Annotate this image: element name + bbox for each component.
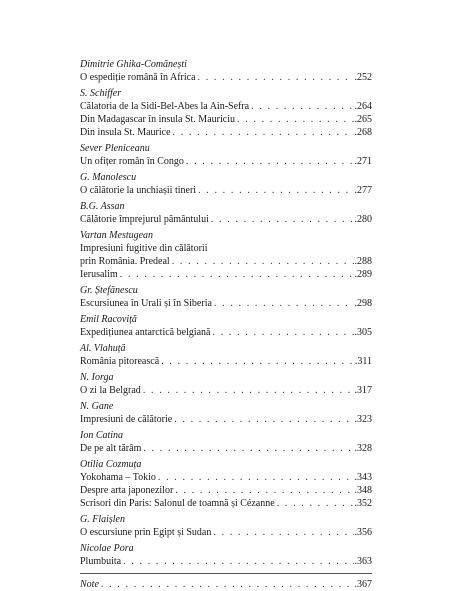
toc-entry-page: .288 xyxy=(354,256,372,267)
toc-entry-page: .271 xyxy=(354,156,372,167)
dot-leader xyxy=(213,326,354,339)
toc-entry xyxy=(80,242,372,255)
toc-entry xyxy=(80,213,372,226)
toc-entry-title: Plumbuita xyxy=(80,556,122,567)
toc-section xyxy=(80,458,372,510)
toc-author: Ion Catina xyxy=(80,430,124,441)
dot-leader xyxy=(277,497,354,510)
toc-entry-title: prin România. Predeal xyxy=(80,256,170,267)
toc-entry-page: .311 xyxy=(354,356,372,367)
dot-leader xyxy=(186,155,354,168)
toc-entry xyxy=(80,484,372,497)
dot-leader xyxy=(143,384,354,397)
toc-section xyxy=(80,342,372,368)
toc-author: B.G. Assan xyxy=(80,201,125,212)
toc-entry-page: .323 xyxy=(354,414,372,425)
toc-author: S. Schiffer xyxy=(80,88,122,99)
dot-leader xyxy=(198,184,353,197)
toc-author: Al. Vlahuță xyxy=(80,343,126,354)
toc-entry xyxy=(80,113,372,126)
toc-entry-page: .252 xyxy=(354,72,372,83)
toc-author: Sever Pleniceanu xyxy=(80,143,150,154)
dot-leader xyxy=(173,126,354,139)
toc-entry-page: .264 xyxy=(354,101,372,112)
toc-entry-page: .328 xyxy=(354,443,372,454)
toc-entry-title: Note xyxy=(80,579,99,590)
toc-entry xyxy=(80,184,372,197)
toc-entry xyxy=(80,126,372,139)
toc-entry-title: O zi la Belgrad xyxy=(80,385,141,396)
toc-entry-page: .352 xyxy=(354,498,372,509)
toc-section xyxy=(80,200,372,226)
dot-leader xyxy=(198,71,354,84)
dot-leader xyxy=(213,526,353,539)
toc-entry-page: .348 xyxy=(354,485,372,496)
toc-entry-title: Despre arta japonezilor xyxy=(80,485,174,496)
toc-section xyxy=(80,429,372,455)
toc-entry xyxy=(80,384,372,397)
toc-section xyxy=(80,229,372,281)
toc-entry-title: O espediție română în Africa xyxy=(80,72,196,83)
dot-leader xyxy=(123,555,353,568)
toc-entry xyxy=(80,71,372,84)
toc-author: Nicolae Pora xyxy=(80,543,134,554)
toc-author: Dimitrie Ghika-Comănești xyxy=(80,59,187,70)
toc-section xyxy=(80,400,372,426)
toc-entry-title: O escursiune prin Egipt și Sudan xyxy=(80,527,212,538)
dot-leader xyxy=(120,268,354,281)
dot-leader xyxy=(251,100,353,113)
toc-section xyxy=(80,171,372,197)
toc-entry xyxy=(80,526,372,539)
toc-entry-title: Ierusalim xyxy=(80,269,118,280)
toc-entry-title: Scrisori din Paris: Salonul de toamnă și Cézanne xyxy=(80,498,275,509)
toc-entry-note xyxy=(80,578,372,591)
toc-author: Emil Racoviță xyxy=(80,314,137,325)
toc-entry-title: Impresiuni fugitive din călătorii xyxy=(80,243,208,254)
toc-entry xyxy=(80,268,372,281)
toc-entry-title: De pe alt tărâm xyxy=(80,443,142,454)
toc-section xyxy=(80,313,372,339)
toc-entry-title: Un ofițer român în Congo xyxy=(80,156,184,167)
toc-entry-page: .343 xyxy=(354,472,372,483)
divider xyxy=(80,573,372,574)
toc-entry-page: .268 xyxy=(354,127,372,138)
toc-entry xyxy=(80,471,372,484)
toc-author: N. Gane xyxy=(80,401,114,412)
toc-entry-page: .265 xyxy=(354,114,372,125)
toc-entry xyxy=(80,100,372,113)
toc-entry-page: .280 xyxy=(354,214,372,225)
toc-section xyxy=(80,284,372,310)
toc-author: Vartan Mestugean xyxy=(80,230,154,241)
toc-section xyxy=(80,542,372,568)
toc-entry xyxy=(80,255,372,268)
toc-entry-page: .356 xyxy=(354,527,372,538)
toc-entry xyxy=(80,355,372,368)
toc-entry-title: Din insula St. Maurice xyxy=(80,127,171,138)
toc-entry xyxy=(80,297,372,310)
toc-entry-page: .367 xyxy=(354,579,372,590)
toc-entry-title: Yokohama – Tokio xyxy=(80,472,156,483)
toc-entry-title: O călătorie la unchiașii tineri xyxy=(80,185,197,196)
toc-entry xyxy=(80,442,372,455)
dot-leader xyxy=(158,471,354,484)
toc-entry xyxy=(80,326,372,339)
table-of-contents xyxy=(80,58,372,568)
toc-entry-page: .298 xyxy=(354,298,372,309)
toc-entry-page: .305 xyxy=(354,327,372,338)
dot-leader xyxy=(161,355,354,368)
dot-leader xyxy=(237,113,354,126)
toc-entry xyxy=(80,497,372,510)
toc-section xyxy=(80,371,372,397)
toc-entry-title: Călatoria de la Sidi-Bel-Abes la Ain-Sefra xyxy=(80,101,250,112)
toc-entry-title: Expedițiunea antarctică belgiană xyxy=(80,327,211,338)
toc-entry-title: România pitorească xyxy=(80,356,160,367)
toc-entry-title: Impresiuni de călătorie xyxy=(80,414,173,425)
toc-author: N. Iorga xyxy=(80,372,114,383)
toc-section xyxy=(80,142,372,168)
toc-author: Gr. Ștefănescu xyxy=(80,285,138,296)
dot-leader xyxy=(174,413,353,426)
dot-leader xyxy=(172,255,354,268)
toc-entry xyxy=(80,555,372,568)
toc-entry-title: Din Madagascar în insula St. Mauriciu xyxy=(80,114,235,125)
dot-leader xyxy=(175,484,353,497)
toc-section xyxy=(80,513,372,539)
toc-entry-page: .277 xyxy=(354,185,372,196)
dot-leader xyxy=(214,297,354,310)
toc-entry-title: Călătorie împrejurul pământului xyxy=(80,214,209,225)
dot-leader xyxy=(211,213,354,226)
toc-entry-page: .289 xyxy=(354,269,372,280)
dot-leader xyxy=(143,442,353,455)
toc-author: Otilia Cozmuța xyxy=(80,459,142,470)
toc-section xyxy=(80,58,372,84)
toc-author: G. Manolescu xyxy=(80,172,137,183)
toc-entry-page: .317 xyxy=(354,385,372,396)
toc-entry-title: Escursiunea în Urali și în Siberia xyxy=(80,298,212,309)
dot-leader xyxy=(101,578,355,591)
toc-author: G. Flaișlen xyxy=(80,514,125,525)
toc-entry xyxy=(80,155,372,168)
toc-entry-page: .363 xyxy=(354,556,372,567)
toc-entry xyxy=(80,413,372,426)
toc-section xyxy=(80,87,372,139)
